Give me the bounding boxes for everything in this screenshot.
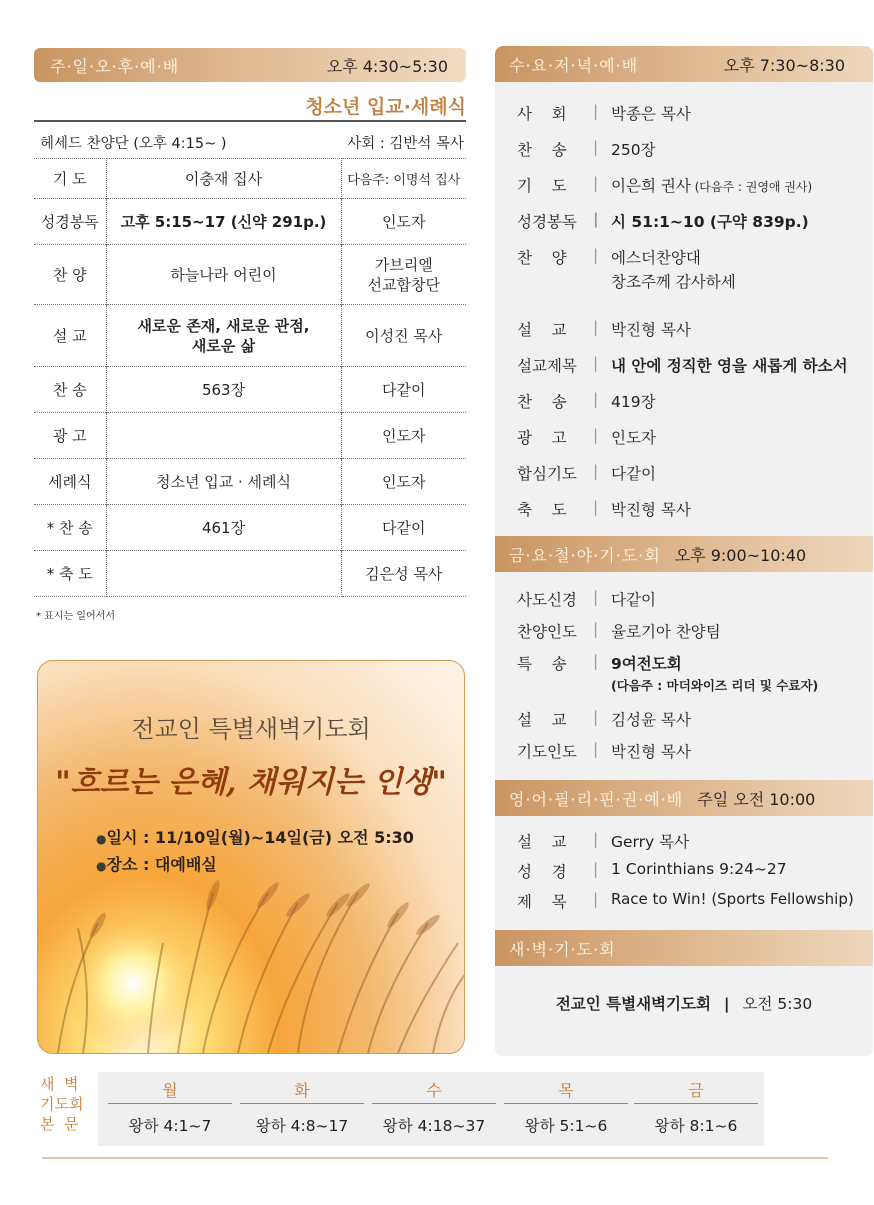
separator: | [593,354,599,372]
english-list [495,816,873,920]
list-item: 기도인도 | 박진형 목사 [517,740,691,761]
list-item: 설 교 | 김성윤 목사 [517,708,691,729]
table-row [34,505,466,551]
sunday-subtitle: 청소년 입교·세례식 [305,96,466,118]
content-cell: 563장 [106,367,341,413]
table-row [34,413,466,459]
content-cell: 고후 5:15~17 (신약 291p.) [106,199,341,245]
item-cell: 광 고 [34,413,106,459]
item-cell: * 축 도 [34,551,106,597]
dawn-header-bar [495,930,873,966]
person-cell: 인도자 [341,199,466,245]
item-cell: 찬 양 [34,245,106,305]
table-row [34,367,466,413]
sunday-order-table [34,158,466,597]
item-cell: 성경봉독 [34,199,106,245]
footer-divider [42,1157,828,1159]
list-item: 설 교 | Gerry 목사 [517,830,690,851]
separator: | [593,498,599,516]
separator: | [593,246,599,264]
person-cell: 김은성 목사 [341,551,466,597]
separator: | [593,210,599,228]
friday-time: 오후 9:00~10:40 [674,545,807,565]
list-item: 찬 양 | 에스더찬양대 창조주께 감사하세 [517,246,736,291]
person-cell: 다같이 [341,505,466,551]
dawn-readings-label: 새 벽 기도회 본 문 [40,1075,84,1133]
bullet-icon: ● [96,859,107,873]
day-header: 수 [372,1078,496,1104]
item-cell: 기 도 [34,159,106,199]
sunday-service-section [34,48,466,622]
person-cell: 인도자 [341,413,466,459]
sunday-leader-line [34,120,466,158]
choir-text: 헤세드 찬양단 (오후 4:15~ ) [40,136,227,152]
person-cell: 가브리엘 선교합창단 [341,245,466,305]
table-row [34,245,466,305]
sunday-time: 오후 4:30~5:30 [326,56,448,76]
reading-cell: 왕하 4:18~37 [382,1117,486,1135]
item-cell: 찬 송 [34,367,106,413]
dawn-readings-table [98,1072,764,1146]
english-header-bar [495,780,873,816]
wednesday-title: 수·요·저·녁·예·배 [509,55,639,75]
separator: | [593,890,599,908]
leader-text: 사회 : 김반석 목사 [347,136,464,152]
list-item: 사 회 | 박종은 목사 [517,102,691,123]
separator: | [593,462,599,480]
reading-cell: 왕하 4:8~17 [255,1117,349,1135]
wednesday-time: 오후 7:30~8:30 [723,55,845,75]
separator: | [593,708,599,726]
day-header: 금 [634,1078,758,1104]
list-item: 광 고 | 인도자 [517,426,656,447]
list-item: 사도신경 | 다같이 [517,588,656,609]
reading-cell: 왕하 4:1~7 [128,1117,212,1135]
list-item: 설 교 | 박진형 목사 [517,318,691,339]
list-item: 찬양인도 | 율로기아 찬양팀 [517,620,721,641]
list-item: 제 목 | Race to Win! (Sports Fellowship) [517,890,854,911]
friday-header-bar [495,536,873,572]
reading-cell: 왕하 5:1~6 [524,1117,608,1135]
wednesday-list [495,82,873,534]
separator: | [593,318,599,336]
person-cell: 인도자 [341,459,466,505]
banner-title: 전교인 특별새벽기도회 [131,715,371,743]
separator: | [593,390,599,408]
banner-date: 일시 : 11/10일(월)~14일(금) 오전 5:30 [106,828,414,847]
list-item: 성경봉독 | 시 51:1~10 (구약 839p.) [517,210,809,231]
wednesday-header-bar [495,46,873,82]
separator: | [593,740,599,758]
separator: | [593,102,599,120]
person-cell: 이성진 목사 [341,305,466,367]
content-cell: 461장 [106,505,341,551]
dawn-info: 전교인 특별새벽기도회 | 오전 5:30 [555,995,813,1013]
special-dawn-prayer-banner [37,660,465,1054]
day-header: 화 [240,1078,364,1104]
friday-title: 금·요·철·야·기·도·회 [509,545,661,565]
day-header: 월 [108,1078,232,1104]
sunday-title: 주·일·오·후·예·배 [50,56,180,76]
content-cell: 청소년 입교 · 세례식 [106,459,341,505]
person-cell: 다같이 [341,367,466,413]
content-cell [106,413,341,459]
table-row [34,551,466,597]
english-time: 주일 오전 10:00 [697,789,816,809]
separator: | [593,652,599,670]
sunday-header-bar [34,48,466,82]
list-item: 특 송 | 9여전도회 (다음주 : 마더와이즈 리더 및 수료자) [517,652,819,693]
weekday-services-panel [495,46,873,1056]
separator: | [593,138,599,156]
content-cell: 새로운 존재, 새로운 관점, 새로운 삶 [106,305,341,367]
list-item: 찬 송 | 419장 [517,390,656,411]
list-item: 축 도 | 박진형 목사 [517,498,691,519]
banner-place: 장소 : 대예배실 [106,855,217,874]
person-cell: 다음주: 이명석 집사 [341,159,466,199]
table-row [34,459,466,505]
table-row [34,199,466,245]
separator: | [593,174,599,192]
standing-note: * 표시는 일어서서 [36,611,115,622]
list-item: 기 도 | 이은희 권사 (다음주 : 권영애 권사) [517,174,813,195]
content-cell: 이충재 집사 [106,159,341,199]
item-cell: 설 교 [34,305,106,367]
separator: | [593,860,599,878]
banner-info [96,825,414,879]
table-row [34,159,466,199]
item-cell: * 찬 송 [34,505,106,551]
list-item: 찬 송 | 250장 [517,138,656,159]
content-cell [106,551,341,597]
dawn-title: 새·벽·기·도·회 [509,939,616,959]
day-header: 목 [504,1078,628,1104]
list-item: 합심기도 | 다같이 [517,462,656,483]
list-item: 성 경 | 1 Corinthians 9:24~27 [517,860,787,881]
bullet-icon: ● [96,832,107,846]
separator: | [593,426,599,444]
separator: | [593,588,599,606]
item-cell: 세례식 [34,459,106,505]
separator: | [593,620,599,638]
table-row [34,305,466,367]
english-title: 영·어·필·리·핀·권·예·배 [509,789,684,809]
content-cell: 하늘나라 어린이 [106,245,341,305]
banner-theme: "흐르는 은혜, 채워지는 인생" [55,765,447,800]
friday-list [495,572,873,772]
reading-cell: 왕하 8:1~6 [654,1117,738,1135]
separator: | [593,830,599,848]
list-item: 설교제목 | 내 안에 정직한 영을 새롭게 하소서 [517,354,848,375]
